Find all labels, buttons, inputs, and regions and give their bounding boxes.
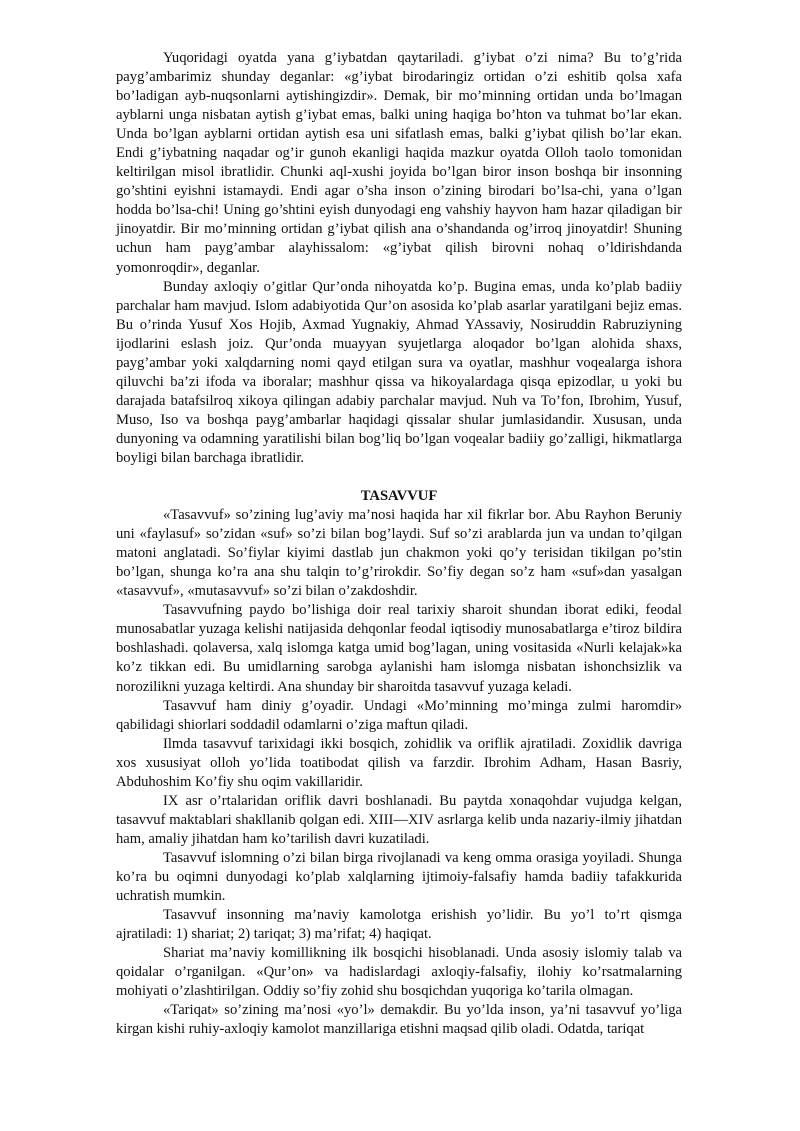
document-page [116, 49, 682, 1039]
paragraph-two-stages: Ilmda tasavvuf tarixidagi ikki bosqich, zohidlik va oriflik ajratiladi. Zoxidlik davriga xos xususiyat olloh yo’lida toatibodat qilish va farzdir. Ibrohim Adham, Hasan Basriy, Abduhoshim Ko’fiy shu oqim vakillaridir. [116, 735, 682, 790]
paragraph-tasavvuf-idea: Tasavvuf ham diniy g’oyadir. Undagi «Mo’minning mo’minga zulmi haromdir» qabilidagi shiorlari soddadil odamlarni o’ziga maftun qiladi. [116, 697, 682, 733]
paragraph-tasavvuf-meaning: «Tasavvuf» so’zining lug’aviy ma’nosi haqida har xil fikrlar bor. Abu Rayhon Beruniy uni «faylasuf» so’zidan «suf» so’zi bilan bog’laydi. Suf so’zi arablarda jun va undan to’qilgan matoni anglatadi. So’fiylar kiyimi dastlab jun chakmon yoki qo’y terisidan tikilgan po’stin bo’lgan, shunga ko’ra ana shu talqin to’g’rirokdir. So’fiy degan so’z ham «suf»dan yasalgan «tasavvuf», «mutasavvuf» so’zi bilan o’zakdoshdir. [116, 507, 682, 600]
paragraph-four-parts: Tasavvuf insonning ma’naviy kamolotga erishish yo’lidir. Bu yo’l to’rt qismga ajratiladi: 1) shariat; 2) tariqat; 3) ma’rifat; 4) haqiqat. [116, 907, 682, 943]
paragraph-giybat: Yuqoridagi oyatda yana g’iybatdan qaytariladi. g’iybat o’zi nima? Bu to’g’rida payg’ambarimiz shunday deganlar: «g’iybat birodaringiz ortidan o’zi eshitib qolsa xafa bo’ladigan ayb-nuqsonlarni aytishingizdir». Demak, bir mo’minning ortidan unda bo’lmagan ayblarni unga nisbatan aytish g’iybat emas, balki uning haqiga bo’hton va tuhmat bo’lar ekan. Unda bo’lgan ayblarni ortidan aytish esa uni sifatlash emas, balki g’iybat qilish bo’lar ekan. Endi g’iybatning naqadar og’ir gunoh ekanligi haqida mazkur oyatda Olloh taolo tomonidan keltirilgan misol ibratlidir. Chunki aql-xushi joyida bo’lgan biror inson boshqa bir insonning go’shtini eyishni istamaydi. Endi agar o’sha inson o’zining birodari bo’lsa-chi, yana o’lgan hodda bo’lsa-chi! Uning go’shtini eyish dunyodagi eng vahshiy hayvon ham hazar qiladigan bir jinoyatdir. Bir mo’minning ortidan g’iybat qilish ana o’shandanda og’irroq jinoyatdir! Shuning uchun ham payg’ambar alayhissalom: «g’iybat qilish birovni nohaq o’ldirishdanda yomonroqdir», deganlar. [116, 50, 682, 276]
paragraph-oriflik: IX asr o’rtalaridan oriflik davri boshlanadi. Bu paytda xonaqohdar vujudga kelgan, tasavvuf maktablari shakllanib qolgan edi. XIII—XIV asrlarga kelib unda nazariy-ilmiy jihatdan ham, amaliy jihatdan ham ko’tarilish davri kuzatiladi. [116, 792, 682, 847]
paragraph-shariat: Shariat ma’naviy komillikning ilk bosqichi hisoblanadi. Unda asosiy islomiy talab va qoidalar o’rganilgan. «Qur’on» va hadislardagi axloqiy-falsafiy, ilohiy ko’rsatmalarning mohiyati o’zlashtirilgan. Oddiy so’fiy zohid shu bosqichdan yuqoriga ko’tarila olmagan. [116, 945, 682, 1000]
paragraph-spread: Tasavvuf islomning o’zi bilan birga rivojlanadi va keng omma orasiga yoyiladi. Shunga ko’ra bu oqimni dunyodagi ko’plab xalqlarning ijtimoiy-falsafiy hamda badiiy tafakkurida uchratish mumkin. [116, 849, 682, 905]
section-heading-tasavvuf: TASAVVUF [360, 488, 438, 505]
paragraph-quran-stories: Bunday axloqiy o’gitlar Qur’onda nihoyatda ko’p. Bugina emas, unda ko’plab badiiy parchalar ham mavjud. Islom adabiyotida Qur’on asosida ko’plab asarlar yaratilgani bejiz emas. Bu o’rinda Yusuf Xos Hojib, Axmad Yugnakiy, Ahmad YAssaviy, Nosiruddin Rabruziyning ijodlarini eslash joiz. Qur’onda muayyan syujetlarga aloqador bo’lgan alohida shaxs, payg’ambar yoki xalqdarning nomi qayd etilgan sura va oyatlar, mashhur voqealarga ishora qiluvchi ba’zi ifoda va iboralar; mashhur qissa va hikoyalardaga qisqa epizodlar, u yoki bu darajada batafsilroq xikoya qilingan adabiy parchalar mavjud. Nuh va To’fon, Ibrohim, Yusuf, Muso, Iso va boshqa payg’ambarlar haqidagi qissalar shular jumlasidandir. Xususan, unda dunyoning va odamning yaratilishi bilan bog’liq bo’lgan voqealar badiiy go’zalligi, hikmatlarga boyligi bilan barchaga ibratlidir. [116, 278, 682, 466]
paragraph-tasavvuf-origin: Tasavvufning paydo bo’lishiga doir real tarixiy sharoit shundan iborat ediki, feodal munosabatlar yuzaga kelishi natijasida dehqonlar feodal iqtisodiy munosabatlarga e’tiroz bildira boshlashadi. qolaversa, xalq islomga katga umid bog’lagan, uning vositasida «Nurli kelajak»ka ko’z tikkan edi. Bu umidlarning sarobga aylanishi ham islomga nisbatan ishonchsizlik va norozilikni yuzaga keltirdi. Ana shunday bir sharoitda tasavvuf yuzaga keladi. [116, 602, 682, 695]
paragraph-tariqat: «Tariqat» so’zining ma’nosi «yo’l» demakdir. Bu yo’lda inson, ya’ni tasavvuf yo’liga kirgan kishi ruhiy-axloqiy kamolot manzillariga etishni maqsad qilib oladi. Odatda, tariqat [116, 1002, 682, 1038]
